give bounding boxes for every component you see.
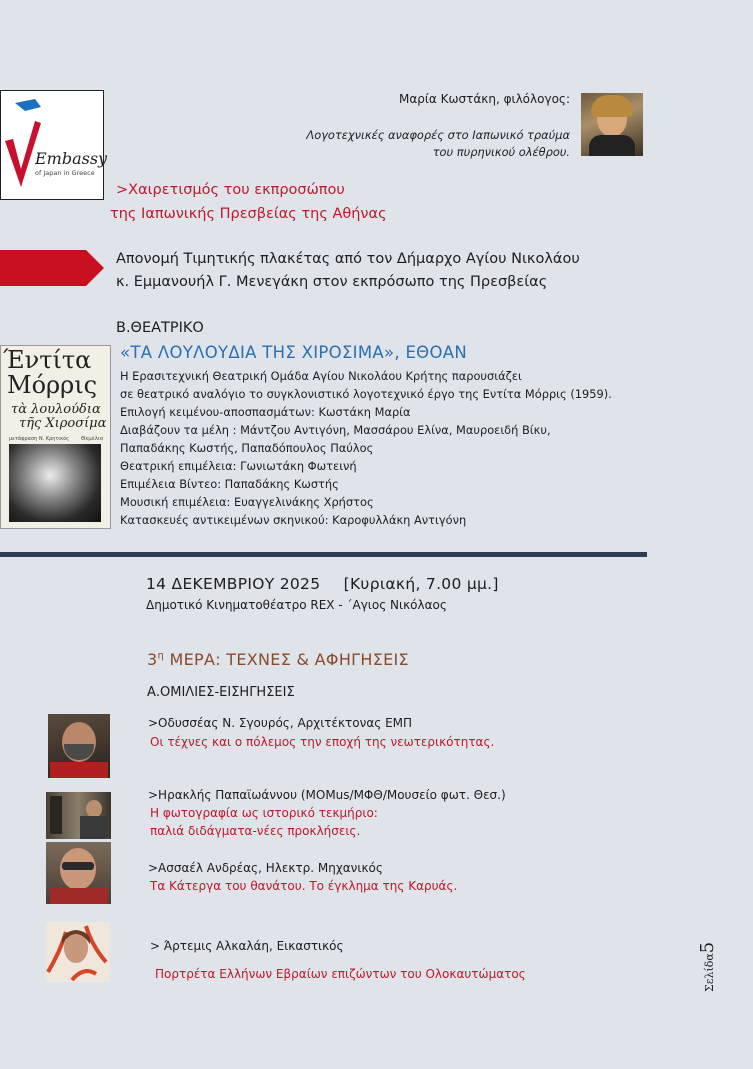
theatre-line: Επιλογή κειμένου-αποσπασμάτων: Κωστάκη Μαρία bbox=[120, 405, 411, 419]
theatre-line: Επιμέλεια Βίντεο: Παπαδάκης Κωστής bbox=[120, 477, 339, 491]
speaker-4-talk: Πορτρέτα Ελλήνων Εβραίων επιζώντων του Ολοκαυτώματος bbox=[155, 967, 526, 981]
greeting-line1: >Χαιρετισμός του εκπροσώπου bbox=[116, 182, 345, 198]
speaker-4-name: > Άρτεμις Αλκαλάη, Εικαστικός bbox=[150, 939, 344, 953]
speaker-2-name: >Ηρακλής Παπαϊωάννου (ΜΟΜus/ΜΦΘ/Μουσείο φωτ. Θεσ.) bbox=[148, 788, 506, 802]
speaker-1-talk: Οι τέχνες και ο πόλεμος την εποχή της νεωτερικότητας. bbox=[150, 735, 495, 749]
theatre-line: Διαβάζουν τα μέλη : Μάντζου Αντιγόνη, Μασσάρου Ελίνα, Μαυροειδή Βίκυ, bbox=[120, 423, 551, 437]
award-line1: Απονομή Τιμητικής πλακέτας από τον Δήμαρχο Αγίου Νικολάου bbox=[116, 251, 580, 267]
embassy-logo bbox=[0, 90, 108, 200]
page-number bbox=[697, 912, 721, 992]
theatre-title: «ΤΑ ΛΟΥΛΟΥΔΙΑ ΤΗΣ ΧΙΡΟΣΙΜΑ», ΕΘΟΑΝ bbox=[120, 343, 467, 362]
book-cover-image bbox=[9, 444, 101, 522]
book-cover bbox=[0, 345, 111, 529]
embassy-logo-text: Embassy bbox=[35, 149, 108, 168]
speaker-3-name: >Ασσαέλ Ανδρέας, Ηλεκτρ. Μηχανικός bbox=[148, 861, 383, 875]
event-date-line bbox=[146, 575, 499, 593]
red-arrow-marker bbox=[0, 250, 104, 286]
book-title-line2: τῆς Χιροσίμα bbox=[19, 416, 107, 431]
speaker-photo-assael bbox=[46, 842, 111, 904]
embassy-logo-mark bbox=[1, 91, 103, 199]
page-number-value: 5 bbox=[697, 941, 718, 954]
speaker-photo-kostaki bbox=[581, 93, 643, 156]
speaker-1-name: >Οδυσσέας Ν. Σγουρός, Αρχιτέκτονας ΕΜΠ bbox=[148, 716, 413, 730]
day3-number: 3 bbox=[147, 650, 158, 669]
day3-section: Α.ΟΜΙΛΙΕΣ-ΕΙΣΗΓΗΣΕΙΣ bbox=[147, 685, 295, 700]
theatre-line: σε θεατρικό αναλόγιο το συγκλονιστικό λογοτεχνικό έργο της Εντίτα Μόρρις (1959). bbox=[120, 387, 612, 401]
speaker-photo-papaioannou bbox=[46, 792, 111, 839]
theatre-line: Κατασκευές αντικειμένων σκηνικού: Καροφυλλάκη Αντιγόνη bbox=[120, 513, 467, 527]
theatre-line: Παπαδάκης Κωστής, Παπαδόπουλος Παύλος bbox=[120, 441, 374, 455]
day3-title-text: ΜΕΡΑ: ΤΕΧΝΕΣ & ΑΦΗΓΗΣΕΙΣ bbox=[164, 650, 409, 669]
speaker-top-talk-line1: Λογοτεχνικές αναφορές στο Ιαπωνικό τραύμα bbox=[306, 128, 570, 142]
speaker-photo-alkalai bbox=[46, 922, 110, 982]
theatre-line: Η Ερασιτεχνική Θεατρική Ομάδα Αγίου Νικολάου Κρήτης παρουσιάζει bbox=[120, 369, 522, 383]
book-title-line1: τὰ λουλούδια bbox=[11, 402, 101, 417]
theatre-line: Μουσική επιμέλεια: Ευαγγελινάκης Χρήστος bbox=[120, 495, 374, 509]
book-author-line2: Μόρρις bbox=[7, 371, 98, 399]
section-divider bbox=[0, 552, 647, 557]
event-date: 14 ΔΕΚΕΜΒΡΙΟΥ 2025 bbox=[146, 575, 321, 593]
event-time: [Κυριακή, 7.00 μμ.] bbox=[343, 575, 499, 593]
speaker-2-talk-line1: Η φωτογραφία ως ιστορικό τεκμήριο: bbox=[150, 806, 378, 820]
theatre-details bbox=[120, 367, 660, 529]
speaker-photo-sgouros bbox=[48, 714, 110, 778]
speaker-2-talk-line2: παλιά διδάγματα-νέες προκλήσεις. bbox=[150, 824, 361, 838]
book-author-line1: Έντίτα bbox=[3, 346, 92, 374]
theatre-heading: Β.ΘΕΑΤΡΙΚΟ bbox=[116, 320, 204, 336]
page-number-label: Σελίδα bbox=[703, 953, 716, 992]
day3-title bbox=[147, 650, 409, 669]
day3-sup: η bbox=[157, 650, 165, 662]
theatre-line: Θεατρική επιμέλεια: Γωνιωτάκη Φωτεινή bbox=[120, 459, 357, 473]
speaker-3-talk: Τα Κάτεργα του θανάτου. Το έγκλημα της Καρυάς. bbox=[150, 879, 458, 893]
book-publisher: Θεμέλιο bbox=[81, 436, 104, 442]
award-line2: κ. Εμμανουήλ Γ. Μενεγάκη στον εκπρόσωπο της Πρεσβείας bbox=[116, 274, 548, 290]
speaker-top-name: Μαρία Κωστάκη, φιλόλογος: bbox=[398, 92, 570, 106]
embassy-logo-subtext: of Japan in Greece bbox=[35, 169, 95, 177]
speaker-top-talk-line2: του πυρηνικού ολέθρου. bbox=[432, 145, 570, 159]
event-venue: Δημοτικό Κινηματοθέατρο REX - ΄Αγιος Νικόλαος bbox=[146, 598, 447, 612]
book-translator: μετάφραση Ν. Κρητικός bbox=[9, 436, 70, 442]
greeting-line2: της Ιαπωνικής Πρεσβείας της Αθήνας bbox=[110, 206, 387, 222]
